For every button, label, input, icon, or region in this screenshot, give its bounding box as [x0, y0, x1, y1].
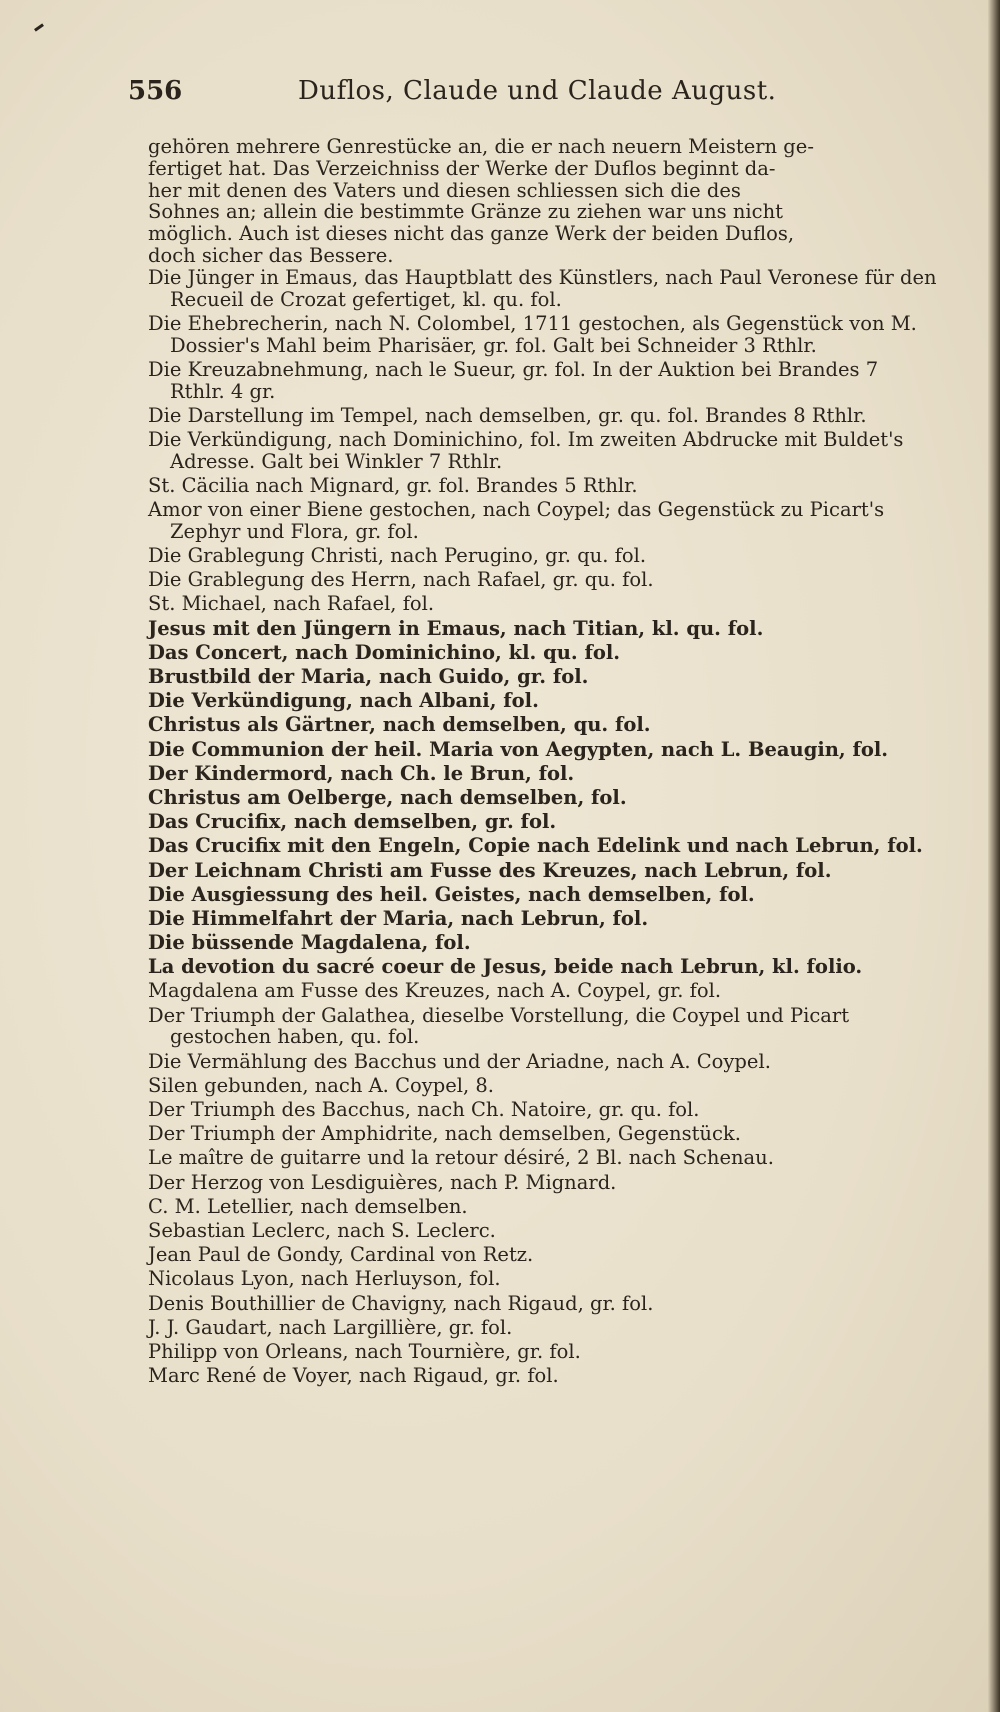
catalogue-entry: Silen gebunden, nach A. Coypel, 8.: [148, 1073, 495, 1097]
catalogue-entry: Die Verkündigung, nach Dominichino, fol. Im zweiten Abdrucke mit Buldet's Adresse. Galt bei Winkler 7 Rthlr.: [148, 427, 904, 473]
intro-line: gehören mehrere Genrestücke an, die er nach neuern Meistern ge-: [148, 135, 814, 158]
page-edge: [988, 0, 1000, 1712]
catalogue-entry: Die büssende Magdalena, fol.: [148, 931, 471, 955]
catalogue-entry: Die Darstellung im Tempel, nach demselben, gr. qu. fol. Brandes 8 Rthlr.: [148, 403, 867, 427]
catalogue-entry: Das Crucifix mit den Engeln, Copie nach Edelink und nach Lebrun, fol.: [148, 834, 923, 858]
intro-line: fertiget hat. Das Verzeichniss der Werke der Duflos beginnt da-: [148, 156, 776, 180]
catalogue-entry: La devotion du sacré coeur de Jesus, beide nach Lebrun, kl. folio.: [148, 955, 863, 979]
catalogue-entry: Die Ausgiessung des heil. Geistes, nach demselben, fol.: [148, 882, 755, 906]
intro-paragraph: [148, 136, 938, 267]
page-header: [118, 76, 878, 116]
catalogue-entry: Der Leichnam Christi am Fusse des Kreuzes, nach Lebrun, fol.: [148, 858, 832, 882]
catalogue-entry: Denis Bouthillier de Chavigny, nach Rigaud, gr. fol.: [148, 1291, 654, 1315]
catalogue-list: [148, 267, 938, 1387]
catalogue-entry: Magdalena am Fusse des Kreuzes, nach A. Coypel, gr. fol.: [148, 979, 722, 1003]
catalogue-entry: Philipp von Orleans, nach Tournière, gr. fol.: [148, 1339, 581, 1363]
intro-line: möglich. Auch ist dieses nicht das ganze Werk der beiden Duflos,: [148, 222, 795, 246]
catalogue-entry: Der Kindermord, nach Ch. le Brun, fol.: [148, 761, 575, 785]
ink-mark: [34, 23, 44, 31]
catalogue-entry: Der Triumph des Bacchus, nach Ch. Natoire, gr. qu. fol.: [148, 1098, 700, 1121]
catalogue-entry: Der Triumph der Galathea, dieselbe Vorstellung, die Coypel und Picart gestochen haben, qu. fol.: [148, 1003, 850, 1049]
catalogue-entry: Das Crucifix, nach demselben, gr. fol.: [148, 810, 557, 834]
catalogue-entry: Brustbild der Maria, nach Guido, gr. fol.: [148, 665, 589, 689]
catalogue-entry: Christus als Gärtner, nach demselben, qu. fol.: [148, 713, 651, 737]
page-number: 556: [128, 76, 183, 106]
catalogue-entry: Die Himmelfahrt der Maria, nach Lebrun, fol.: [148, 906, 649, 930]
catalogue-entry: Jean Paul de Gondy, Cardinal von Retz.: [148, 1243, 534, 1267]
catalogue-entry: Der Herzog von Lesdiguières, nach P. Mignard.: [148, 1170, 617, 1194]
catalogue-entry: St. Michael, nach Rafael, fol.: [148, 592, 435, 616]
catalogue-entry: Die Communion der heil. Maria von Aegypten, nach L. Beaugin, fol.: [148, 737, 889, 761]
catalogue-entry: Die Ehebrecherin, nach N. Colombel, 1711 gestochen, als Gegenstück von M. Dossier's Mahl beim Pharisäer, gr. fol. Galt bei Schneider 3 Rthlr.: [148, 311, 917, 357]
catalogue-entry: Die Grablegung des Herrn, nach Rafael, gr. qu. fol.: [148, 568, 654, 592]
running-title: Duflos, Claude und Claude August.: [298, 76, 777, 106]
catalogue-entry: Die Jünger in Emaus, das Hauptblatt des Künstlers, nach Paul Veronese für den Recueil de Crozat gefertiget, kl. qu. fol.: [148, 265, 937, 311]
catalogue-entry: Die Verkündigung, nach Albani, fol.: [148, 689, 539, 713]
catalogue-entry: Sebastian Leclerc, nach S. Leclerc.: [148, 1218, 496, 1242]
catalogue-entry: Das Concert, nach Dominichino, kl. qu. fol.: [148, 640, 621, 664]
catalogue-entry: Die Grablegung Christi, nach Perugino, gr. qu. fol.: [148, 544, 647, 568]
catalogue-entry: C. M. Letellier, nach demselben.: [148, 1194, 468, 1218]
catalogue-entry: Amor von einer Biene gestochen, nach Coypel; das Gegenstück zu Picart's Zephyr und Flora, gr. fol.: [148, 498, 885, 543]
catalogue-entry: Christus am Oelberge, nach demselben, fol.: [148, 785, 627, 809]
catalogue-entry: Die Kreuzabnehmung, nach le Sueur, gr. fol. In der Auktion bei Brandes 7 Rthlr. 4 gr.: [148, 357, 879, 403]
catalogue-entry: Die Vermählung des Bacchus und der Ariadne, nach A. Coypel.: [148, 1049, 771, 1073]
catalogue-entry: J. J. Gaudart, nach Largillière, gr. fol.: [148, 1315, 513, 1339]
intro-line: her mit denen des Vaters und diesen schliessen sich die des: [148, 178, 741, 202]
catalogue-entry: St. Cäcilia nach Mignard, gr. fol. Brandes 5 Rthlr.: [148, 473, 638, 497]
catalogue-entry: Nicolaus Lyon, nach Herluyson, fol.: [148, 1267, 501, 1291]
catalogue-entry: Le maître de guitarre und la retour désiré, 2 Bl. nach Schenau.: [148, 1146, 774, 1170]
text-block: [148, 136, 938, 1389]
intro-line: Sohnes an; allein die bestimmte Gränze zu ziehen war uns nicht: [148, 200, 783, 224]
catalogue-entry: Der Triumph der Amphidrite, nach demselben, Gegenstück.: [148, 1122, 741, 1146]
catalogue-entry: Marc René de Voyer, nach Rigaud, gr. fol.: [148, 1364, 559, 1388]
catalogue-entry: Jesus mit den Jüngern in Emaus, nach Titian, kl. qu. fol.: [148, 616, 764, 640]
intro-line: doch sicher das Bessere.: [148, 243, 394, 267]
